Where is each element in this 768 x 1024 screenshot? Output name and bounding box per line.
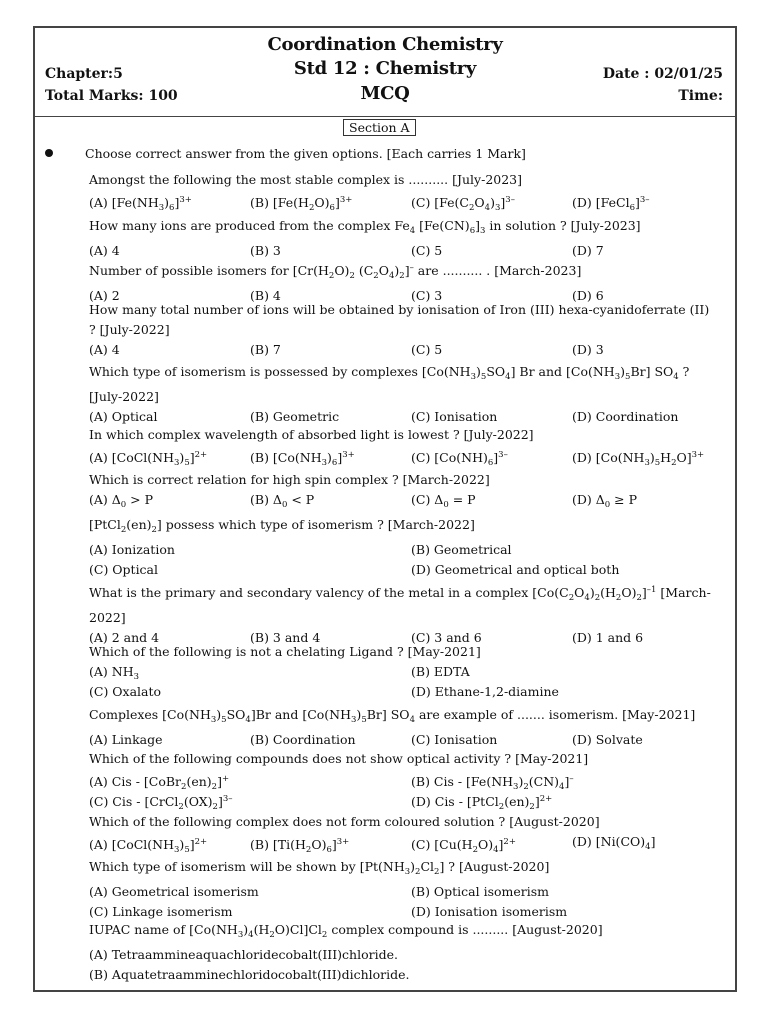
subscript: 3: [321, 458, 328, 468]
subscript: 0: [604, 500, 611, 510]
option-a[interactable]: (A) Ionization: [89, 542, 175, 557]
question-stem: Amongst the following the most stable complex is .......... [July-2023]: [89, 172, 523, 187]
option-c[interactable]: (C) Oxalato: [89, 684, 162, 699]
question-stem: Which of the following complex does not form coloured solution ? [August-2020]: [89, 814, 600, 829]
subscript: 6: [326, 845, 332, 855]
option-c[interactable]: (C) 3: [411, 288, 443, 303]
option-d[interactable]: (D) $[Ni(CO)_4]$: [572, 834, 656, 852]
option-a[interactable]: (A) 4: [89, 243, 120, 258]
chapter-label: Chapter:5: [45, 66, 123, 82]
question-11: [89, 705, 719, 750]
superscript: –: [569, 774, 574, 784]
date-label: Date : 02/01/25: [602, 66, 723, 82]
superscript: 3+: [336, 837, 350, 847]
option-b[interactable]: (B) 3: [250, 243, 281, 258]
option-d[interactable]: (D) [FeCl$_6$]$^{3-}$: [572, 195, 650, 213]
subscript: 2: [469, 203, 475, 213]
subscript: 0: [120, 500, 127, 510]
subscript: 4: [559, 782, 565, 792]
paper-type: MCQ: [360, 83, 410, 104]
subscript: 3: [351, 715, 357, 725]
subscript: 3: [174, 845, 180, 855]
option-row: [89, 882, 719, 902]
superscript: 2+: [194, 450, 208, 460]
subscript: 2: [636, 593, 642, 603]
question-stem: Which of the following compounds does not show optical activity ? [May-2021]: [89, 751, 589, 766]
subscript: 2: [615, 593, 622, 603]
option-d[interactable]: (D) 3: [572, 342, 604, 357]
superscript: 3+: [179, 195, 192, 205]
subscript: 2: [305, 845, 312, 855]
option-row: [89, 190, 719, 213]
subscript: 6: [331, 458, 338, 468]
option-b[interactable]: (B) $[Ti(H_2O)_6]^{3+}$: [250, 837, 350, 855]
option-d[interactable]: (D) Solvate: [572, 732, 643, 747]
subscript: 3: [158, 203, 165, 213]
option-d[interactable]: (D) Geometrical and optical both: [411, 562, 620, 577]
question-3: [89, 258, 719, 306]
subscript: 2: [212, 802, 218, 812]
option-b[interactable]: (B) Optical isomerism: [411, 884, 550, 899]
subscript: 2: [181, 782, 187, 792]
question-stem: IUPAC name of $[Co(NH_3)_4(H_2O)Cl]Cl_2$ complex compound is ......... [August-2020]: [89, 922, 603, 940]
option-a[interactable]: (A) $[Fe(NH_3)_6]^{3+}$: [89, 195, 192, 213]
question-stem: Which of the following is not a chelating Ligand ? [May-2021]: [89, 644, 481, 659]
option-row: [89, 560, 719, 580]
subscript: 2: [671, 458, 677, 468]
subscript: 2: [373, 271, 379, 281]
option-row: [89, 445, 719, 468]
option-b[interactable]: (B) $\Delta_0 < P$: [250, 492, 315, 510]
option-row: [89, 902, 719, 922]
question-stem: Which is correct relation for high spin complex ? [March-2022]: [89, 472, 490, 487]
subscript: 5: [480, 372, 487, 382]
option-d[interactable]: (D) $[Co(NH_3)_5H_2O]^{3+}$: [572, 450, 705, 468]
question-stem: What is the primary and secondary valency of the metal in a complex $[Co(C_2O_4)_2(H_2O)_2]^{-1}$ [March-2022]: [89, 585, 711, 625]
subscript: 5: [184, 458, 190, 468]
subscript: 3: [470, 372, 477, 382]
subscript: 4: [505, 372, 511, 382]
option-b[interactable]: (B) 4: [250, 288, 281, 303]
option-row: [89, 769, 719, 792]
subscript: 3: [494, 203, 501, 213]
option-row: [89, 730, 719, 750]
subscript: 6: [487, 458, 494, 468]
option-a[interactable]: (A) Tetraammineaquachloridecobalt(III)chloride.: [89, 947, 398, 962]
subscript: 2: [434, 867, 440, 877]
subscript: 5: [654, 458, 661, 468]
subscript: 2: [151, 525, 157, 535]
option-a[interactable]: (A) $[CoCl(NH_3)_5]^{2+}$: [89, 837, 208, 855]
question-9: [89, 580, 719, 648]
option-c[interactable]: (C) Linkage isomerism: [89, 904, 233, 919]
subscript: 2: [529, 802, 535, 812]
subscript: 4: [484, 203, 491, 213]
superscript: 3–: [498, 450, 508, 460]
subscript: 4: [493, 845, 499, 855]
option-d[interactable]: (D) 6: [572, 288, 604, 303]
option-c[interactable]: (C) $\Delta_0 = P$: [411, 492, 476, 510]
option-b[interactable]: (B) $[Fe(H_2O)_6]^{3+}$: [250, 195, 353, 213]
question-14: [89, 857, 719, 922]
time-label: Time:: [678, 88, 723, 104]
subscript: 2: [415, 867, 421, 877]
superscript: 3+: [691, 450, 705, 460]
option-row: [89, 407, 719, 427]
option-b[interactable]: (B) Aquatetraamminechloridocobalt(III)dichloride.: [89, 967, 410, 982]
instruction-text: Choose correct answer from the given options. [Each carries 1 Mark]: [85, 146, 526, 161]
subscript: 5: [625, 372, 631, 382]
option-row: [89, 490, 719, 510]
subscript: 4: [409, 226, 416, 236]
option-b[interactable]: (B) Cis - $[Fe(NH_3)_2(CN)_4]^-$: [411, 774, 574, 792]
total-marks-label: Total Marks: 100: [45, 88, 178, 104]
question-15: [89, 920, 719, 985]
subscript: 2: [399, 271, 405, 281]
option-a[interactable]: (A) $[CoCl(NH_3)_5]^{2+}$: [89, 450, 208, 468]
question-5: [89, 362, 719, 427]
subscript: 3: [404, 867, 411, 877]
subscript: 2: [594, 593, 601, 603]
option-a[interactable]: (A) Optical: [89, 409, 158, 424]
superscript: 2+: [539, 794, 553, 804]
question-stem: How many ions are produced from the complex $Fe_4$ $[Fe(CN)_6]_3$ in solution ? [July-2023]: [89, 218, 641, 236]
subscript: 2: [308, 203, 315, 213]
option-b[interactable]: (B) Geometrical: [411, 542, 512, 557]
option-row: [89, 789, 719, 812]
option-row: [89, 682, 719, 702]
subscript: 2: [498, 802, 505, 812]
option-d[interactable]: (D) 1 and 6: [572, 630, 644, 645]
superscript: 3+: [339, 195, 353, 205]
subscript: 2: [328, 271, 335, 281]
superscript: 3–: [505, 195, 515, 205]
option-c[interactable]: (C) Ionisation: [411, 409, 498, 424]
section-title: Section A: [343, 119, 416, 136]
option-row: [89, 662, 719, 682]
subscript: 0: [281, 500, 288, 510]
option-a[interactable]: (A) 2: [89, 288, 120, 303]
option-d[interactable]: (D) Cis - $[PtCl_2(en)_2]^{2+}$: [411, 794, 553, 812]
subscript: 4: [673, 372, 679, 382]
option-d[interactable]: (D) Ionisation isomerism: [411, 904, 568, 919]
option-c[interactable]: (C) $[Cu(H_2O)_4]^{2+}$: [411, 837, 516, 855]
subscript: 3: [644, 458, 650, 468]
superscript: 3+: [342, 450, 355, 460]
option-b[interactable]: (B) EDTA: [411, 664, 470, 679]
superscript: 2+: [194, 837, 208, 847]
question-13: [89, 812, 719, 855]
question-stem: How many total number of ions will be obtained by ionisation of Iron (III) hexa-cyanidoferrate (II) ? [July-2022]: [89, 302, 710, 337]
subscript: 4: [245, 715, 251, 725]
option-c[interactable]: (C) Optical: [89, 562, 159, 577]
subscript: 2: [211, 782, 218, 792]
option-b[interactable]: (B) 7: [250, 342, 281, 357]
subscript: 2: [269, 930, 275, 940]
subscript: 2: [523, 782, 529, 792]
option-b[interactable]: (B) $[Co(NH_3)_6]^{3+}$: [250, 450, 355, 468]
option-row: [89, 340, 719, 360]
subscript: 3: [614, 372, 621, 382]
subscript: 4: [388, 271, 395, 281]
superscript: –1: [646, 585, 657, 595]
option-b[interactable]: (B) 3 and 4: [250, 630, 321, 645]
question-8: [89, 515, 719, 580]
subscript: 6: [469, 226, 476, 236]
superscript: 3–: [639, 195, 650, 205]
superscript: –: [409, 263, 414, 273]
question-1: [89, 170, 719, 213]
subscript: 3: [480, 226, 486, 236]
subscript: 5: [361, 715, 367, 725]
option-a[interactable]: (A) Geometrical isomerism: [89, 884, 259, 899]
question-stem: Which type of isomerism is possessed by complexes $[Co(NH_3)_5SO_4]$ Br and $[Co(NH_3)_5Br]$ $SO_4$ ? [July-2022]: [89, 364, 690, 404]
paper-header: [35, 28, 735, 117]
option-a[interactable]: (A) $\Delta_0 > P$: [89, 492, 154, 510]
subscript: 2: [120, 525, 127, 535]
subscript: 4: [409, 715, 415, 725]
paper-subtitle: Std 12 : Chemistry: [293, 58, 477, 79]
question-stem: Which type of isomerism will be shown by $[Pt(NH_3)_2Cl_2]$ ? [August-2020]: [89, 859, 550, 877]
option-a[interactable]: (A) 2 and 4: [89, 630, 160, 645]
subscript: 4: [248, 930, 254, 940]
subscript: 2: [472, 845, 478, 855]
subscript: 4: [584, 593, 590, 603]
option-c[interactable]: (C) 5: [411, 342, 443, 357]
question-6: [89, 425, 719, 468]
option-c[interactable]: (C) 5: [411, 243, 443, 258]
option-row: [89, 832, 719, 855]
option-d[interactable]: (D) 7: [572, 243, 604, 258]
subscript: 6: [629, 203, 635, 213]
subscript: 5: [221, 715, 227, 725]
superscript: +: [221, 774, 230, 784]
option-row: [89, 540, 719, 560]
question-12: [89, 749, 719, 812]
option-d[interactable]: (D) Ethane-1,2-diamine: [411, 684, 559, 699]
subscript: 4: [645, 842, 651, 852]
option-row: [89, 945, 719, 965]
subscript: 6: [329, 203, 335, 213]
option-c[interactable]: (C) 3 and 6: [411, 630, 482, 645]
subscript: 3: [133, 672, 140, 682]
instruction-row: [35, 145, 735, 165]
option-a[interactable]: (A) Cis - $[CoBr_2(en)_2]^+$: [89, 774, 230, 792]
option-a[interactable]: (A) $NH_3$: [89, 664, 140, 682]
bullet-icon: [45, 149, 53, 157]
question-stem: Complexes $[Co(NH_3)_5SO_4]Br$ and $[Co(NH_3)_5Br]$ $SO_4$ are example of ....... isomerism. [May-2021]: [89, 707, 696, 725]
option-b[interactable]: (B) Coordination: [250, 732, 356, 747]
question-stem: Number of possible isomers for [$Cr(H_2O)_2$ $(C_2O_4)_2]^-$ are .......... . [March-2023]: [89, 263, 582, 281]
question-7: [89, 470, 719, 510]
option-d[interactable]: (D) Coordination: [572, 409, 679, 424]
option-a[interactable]: (A) Linkage: [89, 732, 163, 747]
subscript: 3: [210, 715, 217, 725]
subscript: 0: [443, 500, 449, 510]
subscript: 5: [184, 845, 190, 855]
subscript: 3: [513, 782, 519, 792]
option-b[interactable]: (B) Geometric: [250, 409, 340, 424]
option-d[interactable]: (D) $\Delta_0 \ge P$: [572, 492, 638, 510]
superscript: 2+: [503, 837, 516, 847]
option-row: [89, 965, 719, 985]
question-2: [89, 216, 719, 261]
option-a[interactable]: (A) 4: [89, 342, 120, 357]
option-c[interactable]: (C) $[Co(NH)_6]^{3-}$: [411, 450, 508, 468]
question-stem: In which complex wavelength of absorbed light is lowest ? [July-2022]: [89, 427, 534, 442]
option-c[interactable]: (C) $[Fe(C_2O_4)_3]^{3-}$: [411, 195, 515, 213]
subscript: 6: [169, 203, 175, 213]
question-paper: [33, 26, 737, 992]
option-c[interactable]: (C) Cis - $[CrCl_2(OX)_2]^{3-}$: [89, 794, 233, 812]
question-stem: $[PtCl_2(en)_2]$ possess which type of isomerism ? [March-2022]: [89, 517, 475, 535]
paper-title: Coordination Chemistry: [267, 34, 503, 55]
option-c[interactable]: (C) Ionisation: [411, 732, 498, 747]
question-10: [89, 642, 719, 702]
subscript: 2: [568, 593, 575, 603]
superscript: 3–: [222, 794, 233, 804]
subscript: 2: [178, 802, 184, 812]
subscript: 2: [349, 271, 355, 281]
question-4: [89, 300, 719, 360]
subscript: 2: [321, 930, 328, 940]
subscript: 3: [237, 930, 244, 940]
subscript: 3: [174, 458, 180, 468]
